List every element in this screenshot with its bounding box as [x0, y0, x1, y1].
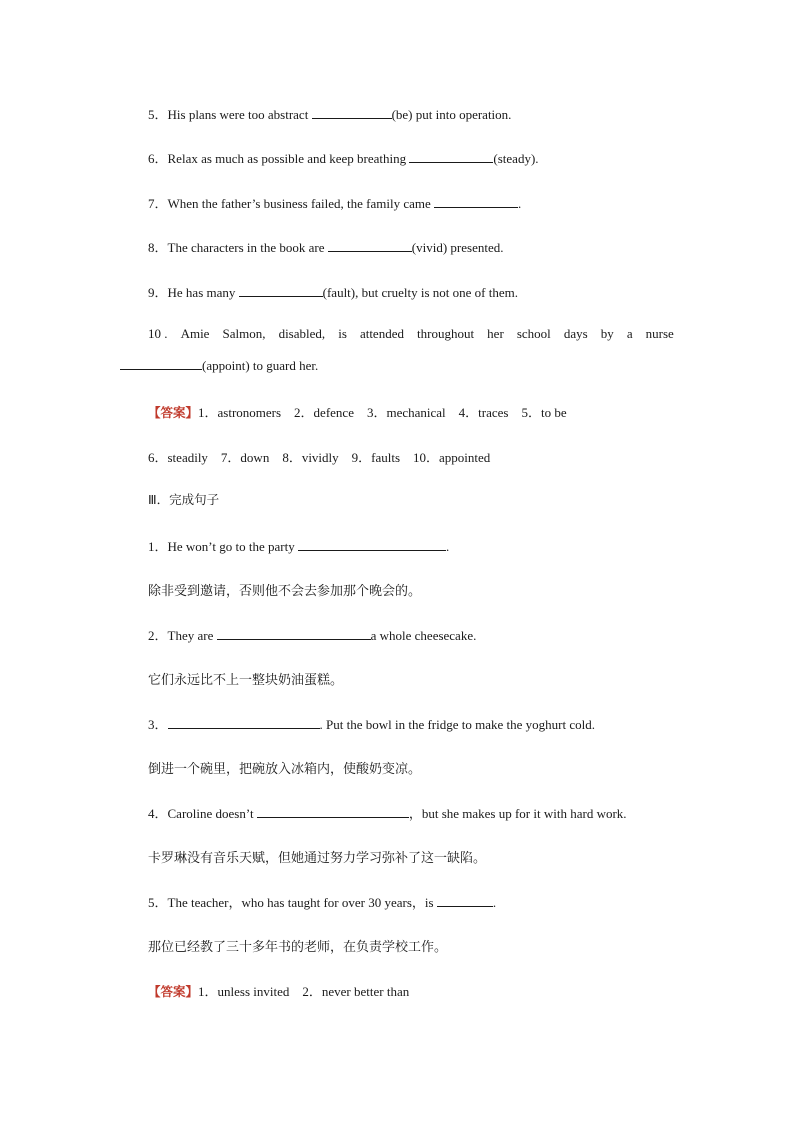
question-text-after: (be) put into operation.: [391, 107, 512, 122]
question-number: 1．: [148, 539, 168, 554]
sentence-2: [148, 625, 476, 644]
question-text-after: a whole cheesecake.: [370, 628, 477, 643]
word: days: [563, 326, 588, 341]
question-number: 8．: [148, 240, 168, 255]
question-text: Caroline doesn’t: [167, 806, 257, 821]
question-number: 7．: [148, 196, 168, 211]
question-text: He won’t go to the party: [167, 539, 298, 554]
answer-blank[interactable]: [437, 894, 493, 907]
question-10-line-1: [148, 326, 674, 342]
question-text: The characters in the book are: [167, 240, 328, 255]
question-10-line-2: [120, 357, 318, 374]
question-number: 5．: [148, 895, 168, 910]
question-text-after: ，but she makes up for it with hard work.: [408, 806, 627, 821]
answer-text: 1．astronomers 2．defence 3．mechanical 4．traces 5．to be: [198, 405, 567, 420]
question-number: 9．: [148, 285, 168, 300]
sentence-5: [148, 892, 496, 911]
answer-block-1: [148, 402, 567, 421]
word: her: [487, 326, 504, 341]
question-text-after: (appoint) to guard her.: [202, 358, 319, 373]
answer-text: 1．unless invited 2．never better than: [198, 984, 410, 999]
question-8: [148, 237, 503, 256]
section-heading: Ⅲ．完成句子: [148, 492, 220, 507]
question-number: 3．: [148, 717, 168, 732]
answer-blank[interactable]: [328, 239, 412, 252]
sentence-1: [148, 536, 449, 555]
word: is: [338, 326, 347, 341]
answer-text: 6．steadily 7．down 8．vividly 9．faults 10．appointed: [148, 450, 491, 465]
question-text: He has many: [167, 285, 239, 300]
question-6: [148, 148, 539, 167]
sentence-3-translation: 倒进一个碗里，把碗放入冰箱内，使酸奶变凉。: [148, 762, 422, 777]
question-text: The teacher，who has taught for over 30 years，is: [167, 895, 437, 910]
question-text: Relax as much as possible and keep breathing: [167, 151, 410, 166]
sentence-3: [148, 714, 595, 733]
answer-blank[interactable]: [120, 357, 202, 370]
question-text-after: (vivid) presented.: [411, 240, 504, 255]
question-number: 10 .: [148, 326, 168, 341]
answer-blank[interactable]: [409, 150, 493, 163]
sentence-4-translation: 卡罗琳没有音乐天赋，但她通过努力学习弥补了这一缺陷。: [148, 851, 487, 866]
answer-blank[interactable]: [257, 805, 409, 818]
question-5: [148, 104, 511, 123]
answer-blank[interactable]: [298, 538, 446, 551]
question-9: [148, 282, 518, 301]
word: throughout: [417, 326, 475, 341]
word: disabled,: [278, 326, 326, 341]
word: a: [626, 326, 633, 341]
word: by: [600, 326, 614, 341]
question-text: They are: [167, 628, 217, 643]
question-text-after: (fault), but cruelty is not one of them.: [322, 285, 518, 300]
answer-block-1-line-2: [148, 447, 490, 466]
sentence-2-translation: 它们永远比不上一整块奶油蛋糕。: [148, 673, 344, 688]
answer-blank[interactable]: [312, 106, 392, 119]
answer-blank[interactable]: [239, 284, 323, 297]
question-number: 4．: [148, 806, 168, 821]
sentence-4: [148, 803, 627, 822]
answer-block-2: [148, 981, 409, 1000]
question-text-after: . Put the bowl in the fridge to make the yoghurt cold.: [319, 717, 595, 732]
answer-blank[interactable]: [217, 627, 371, 640]
sentence-5-translation: 那位已经教了三十多年书的老师，在负责学校工作。: [148, 940, 448, 955]
question-number: 6．: [148, 151, 168, 166]
word: nurse: [645, 326, 674, 341]
sentence-1-translation: 除非受到邀请，否则他不会去参加那个晚会的。: [148, 584, 422, 599]
word: Salmon,: [222, 326, 266, 341]
answer-tag: 【答案】: [148, 984, 199, 999]
question-text-after: (steady).: [493, 151, 539, 166]
question-text-after: .: [492, 895, 497, 910]
word: school: [516, 326, 551, 341]
question-text: When the father’s business failed, the family came: [167, 196, 435, 211]
question-number: 2．: [148, 628, 168, 643]
question-number: 5．: [148, 107, 168, 122]
question-text-after: .: [518, 196, 522, 211]
answer-tag: 【答案】: [148, 405, 199, 420]
answer-blank[interactable]: [434, 195, 518, 208]
question-7: [148, 193, 521, 212]
answer-blank[interactable]: [168, 716, 320, 729]
question-text: His plans were too abstract: [167, 107, 312, 122]
question-text-after: .: [445, 539, 450, 554]
word: Amie: [180, 326, 210, 341]
word: attended: [359, 326, 404, 341]
